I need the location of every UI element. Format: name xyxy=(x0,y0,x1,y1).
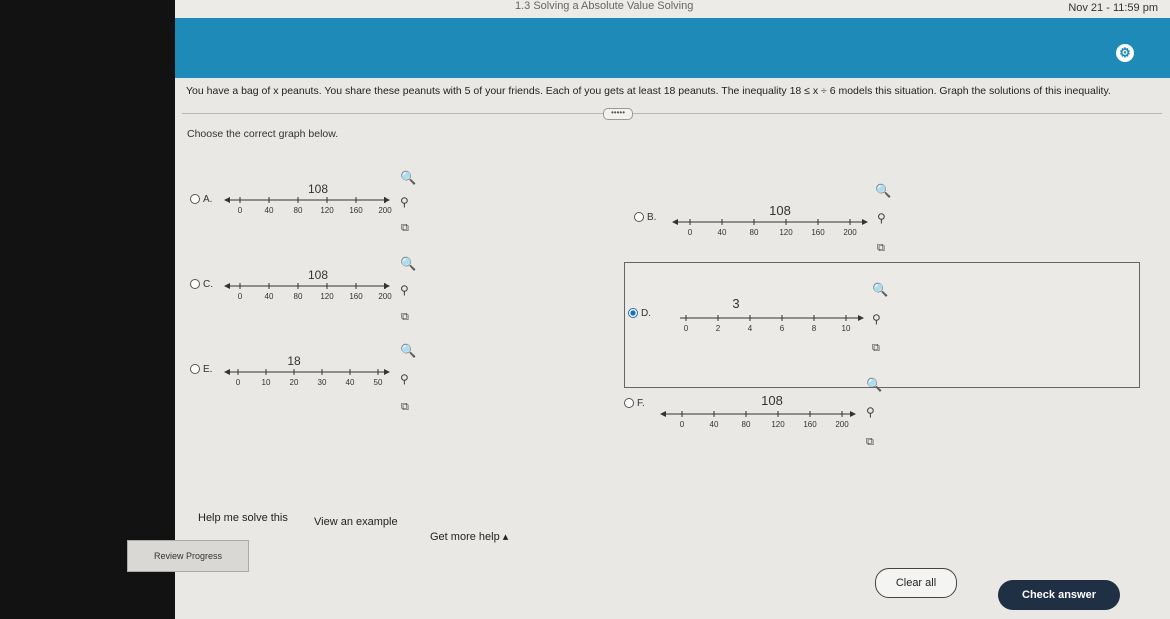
point-label: 108 xyxy=(769,203,791,218)
tick-label: 0 xyxy=(237,206,243,215)
popout-icon[interactable]: ⧉ xyxy=(401,222,409,234)
tick-label: 160 xyxy=(811,228,825,237)
number-line-c xyxy=(224,266,394,306)
tick-label: 120 xyxy=(320,292,334,301)
zoom-in-icon[interactable]: 🔍 xyxy=(872,282,889,297)
option-a-label: A. xyxy=(203,194,213,205)
magnify-icon[interactable]: ⚲ xyxy=(400,283,409,297)
view-example-button[interactable]: View an example xyxy=(314,516,398,528)
tick-label: 6 xyxy=(779,324,785,333)
gear-icon[interactable]: ⚙ xyxy=(1116,44,1134,62)
review-progress-button[interactable]: Review Progress xyxy=(127,540,249,572)
monitor-bezel xyxy=(0,0,175,619)
number-line-f xyxy=(660,390,860,434)
point-label: 108 xyxy=(307,182,329,196)
divider xyxy=(182,113,1162,114)
tick-label: 200 xyxy=(843,228,857,237)
radio-a[interactable] xyxy=(190,194,200,204)
get-more-help-button[interactable]: Get more help ▴ xyxy=(430,531,509,543)
tick-label: 40 xyxy=(709,420,719,429)
tick-label: 30 xyxy=(317,378,327,387)
option-d-label: D. xyxy=(641,308,651,319)
magnify-icon[interactable]: ⚲ xyxy=(400,195,409,209)
expand-button[interactable]: ••••• xyxy=(603,108,633,120)
option-d[interactable] xyxy=(628,308,651,319)
tick-label: 0 xyxy=(687,228,693,237)
tick-label: 0 xyxy=(235,378,241,387)
option-e[interactable] xyxy=(190,364,212,375)
magnify-icon[interactable]: ⚲ xyxy=(866,405,875,419)
magnify-icon[interactable]: ⚲ xyxy=(872,312,881,326)
point-label: 108 xyxy=(761,393,783,408)
option-a[interactable] xyxy=(190,194,212,205)
zoom-in-icon[interactable]: 🔍 xyxy=(866,377,883,392)
tick-label: 0 xyxy=(683,324,689,333)
tick-label: 8 xyxy=(811,324,817,333)
radio-d[interactable] xyxy=(628,308,638,318)
tick-label: 80 xyxy=(293,206,303,215)
tick-label: 2 xyxy=(715,324,721,333)
tick-label: 160 xyxy=(803,420,817,429)
due-date: Nov 21 - 11:59 pm xyxy=(1068,2,1158,14)
tick-label: 40 xyxy=(264,206,274,215)
option-e-label: E. xyxy=(203,364,213,375)
help-me-solve-button[interactable]: Help me solve this xyxy=(198,512,288,524)
magnify-icon[interactable]: ⚲ xyxy=(877,211,886,225)
option-b-label: B. xyxy=(647,212,657,223)
point-label: 108 xyxy=(307,268,329,282)
tick-label: 20 xyxy=(289,378,299,387)
popout-icon[interactable]: ⧉ xyxy=(866,436,874,448)
tick-label: 40 xyxy=(345,378,355,387)
option-c-label: C. xyxy=(203,279,213,290)
radio-e[interactable] xyxy=(190,364,200,374)
number-line-a xyxy=(224,180,394,220)
tick-label: 160 xyxy=(349,206,363,215)
question-text: You have a bag of x peanuts. You share these peanuts with 5 of your friends. Each of you gets at least 18 peanuts. The inequality 18 ≤ x ÷ 6 models this situation. Graph the solutions of this inequality. xyxy=(186,85,1111,97)
radio-f[interactable] xyxy=(624,398,634,408)
tick-label: 10 xyxy=(261,378,271,387)
breadcrumb: 1.3 Solving a Absolute Value Solving xyxy=(515,0,694,12)
tick-label: 160 xyxy=(349,292,363,301)
zoom-in-icon[interactable]: 🔍 xyxy=(400,170,417,185)
popout-icon[interactable]: ⧉ xyxy=(872,342,880,354)
number-line-e xyxy=(224,352,394,392)
option-c[interactable] xyxy=(190,279,213,290)
tick-label: 120 xyxy=(771,420,785,429)
tick-label: 200 xyxy=(835,420,849,429)
option-f-label: F. xyxy=(637,398,645,409)
tick-label: 50 xyxy=(373,378,383,387)
zoom-in-icon[interactable]: 🔍 xyxy=(400,256,417,271)
number-line-b xyxy=(672,200,872,240)
clear-all-button[interactable]: Clear all xyxy=(875,568,957,598)
tick-label: 120 xyxy=(779,228,793,237)
zoom-in-icon[interactable]: 🔍 xyxy=(875,183,892,198)
tick-label: 80 xyxy=(293,292,303,301)
point-label: 18 xyxy=(287,354,301,368)
tick-label: 80 xyxy=(741,420,751,429)
tick-label: 0 xyxy=(237,292,243,301)
option-b[interactable] xyxy=(634,212,656,223)
tick-label: 200 xyxy=(378,206,392,215)
tick-label: 200 xyxy=(378,292,392,301)
tick-label: 4 xyxy=(747,324,753,333)
top-bar xyxy=(175,0,1170,18)
header-bar xyxy=(175,18,1170,78)
tick-label: 120 xyxy=(320,206,334,215)
radio-c[interactable] xyxy=(190,279,200,289)
radio-b[interactable] xyxy=(634,212,644,222)
popout-icon[interactable]: ⧉ xyxy=(401,311,409,323)
popout-icon[interactable]: ⧉ xyxy=(877,242,885,254)
tick-label: 0 xyxy=(679,420,685,429)
tick-label: 40 xyxy=(717,228,727,237)
tick-label: 80 xyxy=(749,228,759,237)
option-f[interactable] xyxy=(624,398,645,409)
zoom-in-icon[interactable]: 🔍 xyxy=(400,343,417,358)
tick-label: 10 xyxy=(841,324,851,333)
point-label: 3 xyxy=(732,296,740,311)
popout-icon[interactable]: ⧉ xyxy=(401,401,409,413)
check-answer-button[interactable]: Check answer xyxy=(998,580,1120,610)
number-line-d xyxy=(672,294,872,338)
magnify-icon[interactable]: ⚲ xyxy=(400,372,409,386)
instruction: Choose the correct graph below. xyxy=(187,128,339,140)
tick-label: 40 xyxy=(264,292,274,301)
